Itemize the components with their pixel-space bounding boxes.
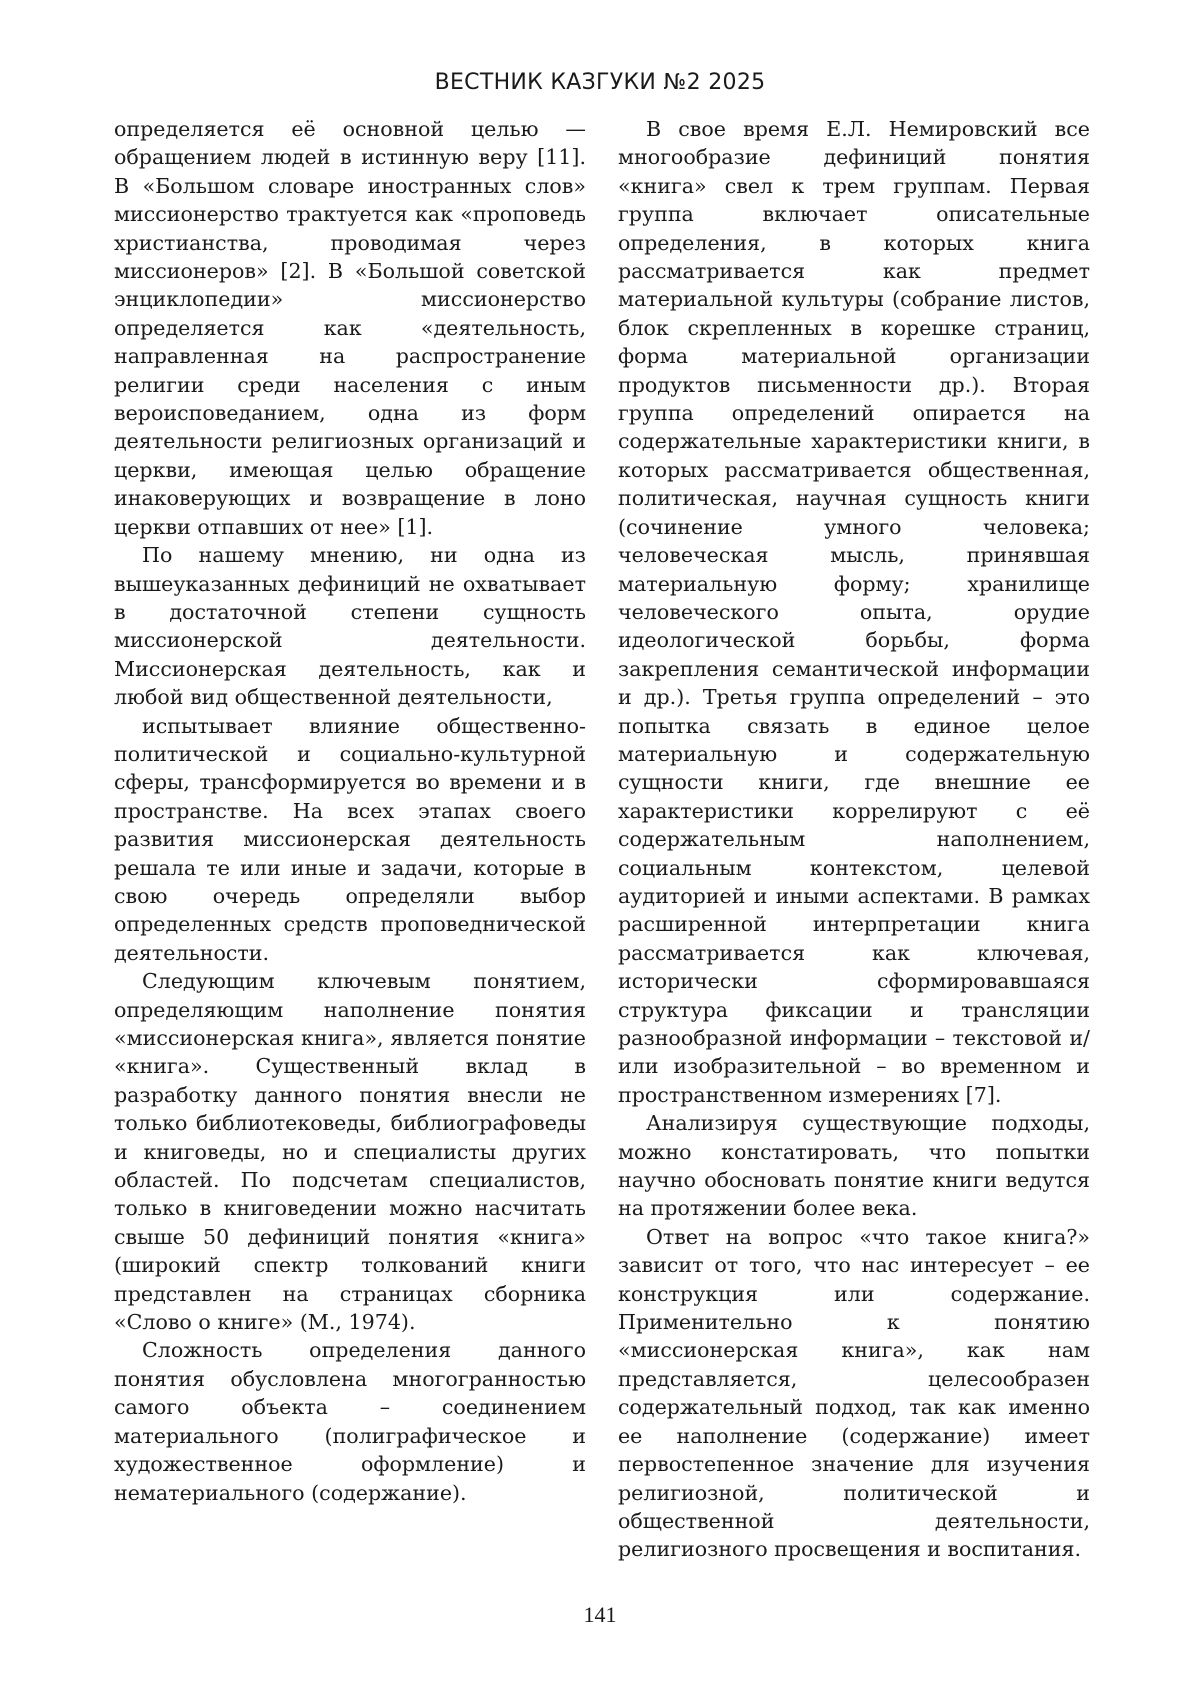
- page-number: 141: [583, 1602, 617, 1627]
- paragraph: По нашему мнению, ни одна из вышеуказанных дефиниций не охватывает в достаточной степени сущность миссионерской деятельности. Миссионерская деятельность, как и любой вид общественной деятельности,: [114, 543, 586, 710]
- paragraph: В свое время Е.Л. Немировский все многообразие дефиниций понятия «книга» свел к трем группам. Первая группа включает описательные определения, в которых книга рассматривается как предмет материальной культуры (собрание листов, блок скрепленных в корешке страниц, форма материальной организации продуктов письменности др.). Вторая группа определений опирается на содержательные характеристики книги, в которых рассматривается общественная, политическая, научная сущность книги (сочинение умного человека; человеческая мысль, принявшая материальную форму; хранилище человеческого опыта, орудие идеологической борьбы, форма закрепления семантической информации и др.). Третья группа определений – это попытка связать в единое целое материальную и содержательную сущности книги, где внешние ее характеристики коррелируют с её содержательным наполнением, социальным контекстом, целевой аудиторией и иными аспектами. В рамках расширенной интерпретации книга рассматривается как ключевая, исторически сформировавшаяся структура фиксации и трансляции разнообразной информации – текстовой и/или изобразительной – во временном и пространственном измерениях [7].: [618, 117, 1090, 1107]
- paragraph: Следующим ключевым понятием, определяющим наполнение понятия «миссионерская книга», является понятие «книга». Существенный вклад в разработку данного понятия внесли не только библиотековеды, библиографоведы и книговеды, но и специалисты других областей. По подсчетам специалистов, только в книговедении можно насчитать свыше 50 дефиниций понятия «книга» (широкий спектр толкований книги представлен на страницах сборника «Слово о книге» (М., 1974).: [114, 969, 586, 1335]
- paragraph: испытывает влияние общественно-политической и социально-культурной сферы, трансформируется во времени и в пространстве. На всех этапах своего развития миссионерская деятельность решала те или иные и задачи, которые в свою очередь определяли выбор определенных средств проповеднической деятельности.: [114, 713, 586, 965]
- paragraph: Сложность определения данного понятия обусловлена многогранностью самого объекта – соединением материального (полиграфическое и художественное оформление) и нематериального (содержание).: [114, 1338, 586, 1505]
- journal-header: ВЕСТНИК КАЗГУКИ №2 2025: [434, 70, 766, 95]
- paragraph: Ответ на вопрос «что такое книга?» зависит от того, что нас интересует – ее конструкция или содержание. Применительно к понятию «миссионерская книга», как нам представляется, целесообразен содержательный подход, так как именно ее наполнение (содержание) имеет первостепенное значение для изучения религиозной, политической и общественной деятельности, религиозного просвещения и воспитания.: [618, 1224, 1090, 1562]
- paragraph: определяется её основной целью — обращением людей в истинную веру [11]. В «Большом словаре иностранных слов» миссионерство трактуется как «проповедь христианства, проводимая через миссионеров» [2]. В «Большой советской энциклопедии» миссионерство определяется как «деятельность, направленная на распространение религии среди населения с иным вероисповеданием, одна из форм деятельности религиозных организаций и церкви, имеющая целью обращение инаковерующих и возвращение в лоно церкви отпавших от нее» [1].: [114, 117, 586, 539]
- paragraph: Анализируя существующие подходы, можно констатировать, что попытки научно обосновать понятие книги ведутся на протяжении более века.: [618, 1111, 1090, 1221]
- left-column: [114, 115, 586, 1507]
- right-column: [618, 115, 1090, 1564]
